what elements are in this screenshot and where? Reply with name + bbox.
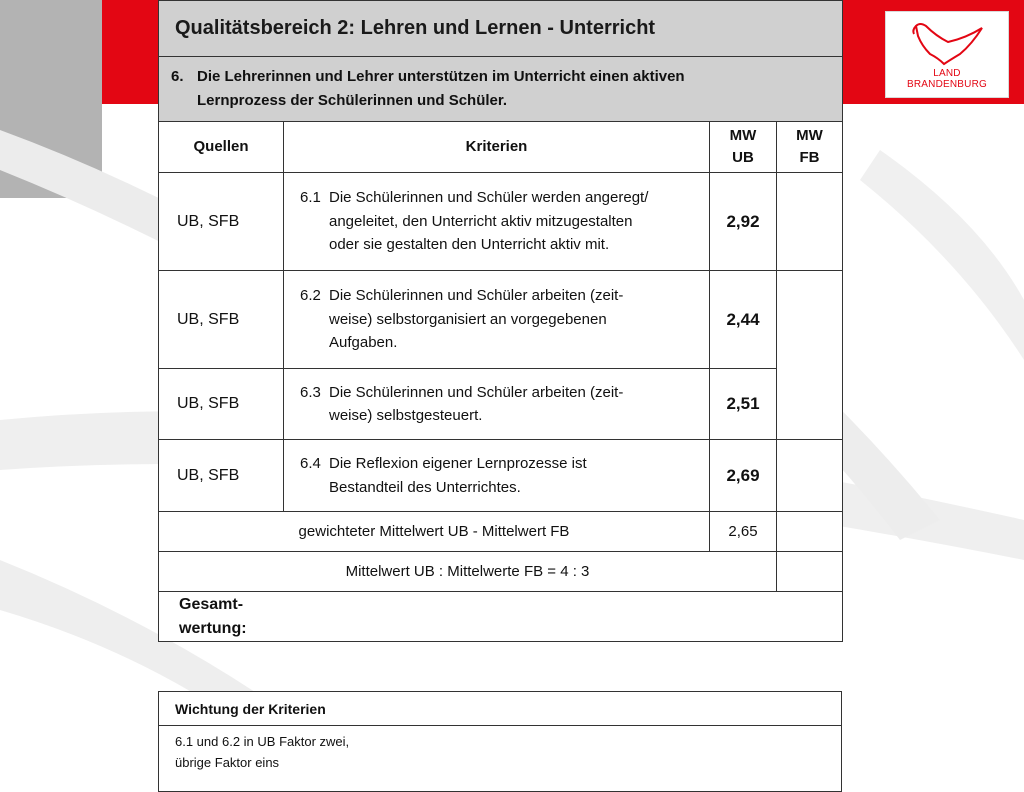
logo-line-2: BRANDENBURG bbox=[907, 79, 987, 90]
mw-fb-value bbox=[777, 173, 843, 271]
criterion-number: 6.4 bbox=[300, 455, 321, 472]
criterion-number: 6.1 bbox=[300, 189, 321, 207]
criterion-line-1: Die Schülerinnen und Schüler arbeiten (zeit- bbox=[329, 287, 624, 305]
weighting-body bbox=[159, 726, 842, 792]
table-row bbox=[159, 369, 843, 440]
header-mw-fb-line-2: FB bbox=[799, 149, 820, 166]
section-number: 6. bbox=[171, 68, 184, 85]
source-cell: UB, SFB bbox=[159, 440, 284, 512]
criterion-cell bbox=[284, 271, 710, 369]
land-brandenburg-logo bbox=[885, 11, 1009, 98]
table-row bbox=[159, 173, 843, 271]
source-cell: UB, SFB bbox=[159, 369, 284, 440]
header-sources: Quellen bbox=[159, 122, 284, 173]
section-intro-line-2: Lernprozess der Schülerinnen und Schüler. bbox=[197, 92, 508, 109]
mw-ub-value: 2,69 bbox=[710, 440, 777, 512]
criterion-number: 6.3 bbox=[300, 383, 321, 401]
mw-ub-value: 2,92 bbox=[710, 173, 777, 271]
section-intro-line-1: Die Lehrerinnen und Lehrer unterstützen im Unterricht einen aktiven bbox=[197, 68, 685, 85]
weighted-mean-label: gewichteter Mittelwert UB - Mittelwert FB bbox=[159, 512, 710, 552]
logo-text bbox=[886, 68, 1008, 90]
overall-row bbox=[159, 592, 843, 642]
header-mw-fb-line-1: MW bbox=[796, 127, 823, 144]
criterion-number: 6.2 bbox=[300, 287, 321, 305]
header-mw-ub-line-2: UB bbox=[732, 149, 754, 166]
criterion-cell bbox=[284, 369, 710, 440]
criterion-cell bbox=[284, 440, 710, 512]
weighted-mean-fb bbox=[777, 512, 843, 552]
mw-ub-value: 2,44 bbox=[710, 271, 777, 369]
criterion-line-2: angeleitet, den Unterricht aktiv mitzugestalten bbox=[329, 212, 633, 230]
header-criteria: Kriterien bbox=[284, 122, 710, 173]
ratio-value bbox=[777, 552, 843, 592]
table-row bbox=[159, 271, 843, 369]
header-mw-ub bbox=[710, 122, 777, 173]
logo-line-1: LAND bbox=[933, 68, 961, 79]
overall-rating bbox=[159, 592, 843, 642]
table-row bbox=[159, 440, 843, 512]
ratio-label: Mittelwert UB : Mittelwerte FB = 4 : 3 bbox=[159, 552, 777, 592]
section-intro bbox=[159, 57, 843, 122]
eagle-icon bbox=[886, 14, 1008, 70]
criterion-line-1: Die Schülerinnen und Schüler werden angeregt/ bbox=[329, 189, 649, 207]
header-mw-ub-line-1: MW bbox=[729, 127, 757, 144]
criterion-line-1: Die Schülerinnen und Schüler arbeiten (zeit- bbox=[329, 383, 624, 401]
section-title: Qualitätsbereich 2: Lehren und Lernen - Unterricht bbox=[159, 1, 843, 57]
ratio-row bbox=[159, 552, 843, 592]
header-mw-fb bbox=[777, 122, 843, 173]
criterion-line-2: Bestandteil des Unterrichtes. bbox=[329, 478, 521, 496]
overall-label-line-2: wertung: bbox=[179, 619, 247, 637]
criterion-line-3: oder sie gestalten den Unterricht aktiv mit. bbox=[329, 236, 610, 254]
criterion-line-1: Die Reflexion eigener Lernprozesse ist bbox=[329, 455, 587, 472]
source-cell: UB, SFB bbox=[159, 173, 284, 271]
overall-label-line-1: Gesamt- bbox=[179, 595, 244, 613]
weighted-mean-row bbox=[159, 512, 843, 552]
weighting-line-1: 6.1 und 6.2 in UB Faktor zwei, bbox=[175, 734, 350, 749]
mw-fb-value bbox=[777, 440, 843, 512]
quality-criteria-table bbox=[158, 0, 843, 642]
criterion-line-3: Aufgaben. bbox=[329, 334, 398, 352]
source-cell: UB, SFB bbox=[159, 271, 284, 369]
weighting-table bbox=[158, 691, 842, 792]
weighting-line-2: übrige Faktor eins bbox=[175, 755, 280, 770]
criterion-line-2: weise) selbstgesteuert. bbox=[329, 407, 483, 424]
criterion-cell bbox=[284, 173, 710, 271]
weighted-mean-value: 2,65 bbox=[710, 512, 777, 552]
weighting-title: Wichtung der Kriterien bbox=[159, 692, 842, 726]
criterion-line-2: weise) selbstorganisiert an vorgegebenen bbox=[329, 310, 607, 328]
mw-fb-value bbox=[777, 271, 843, 440]
mw-ub-value: 2,51 bbox=[710, 369, 777, 440]
